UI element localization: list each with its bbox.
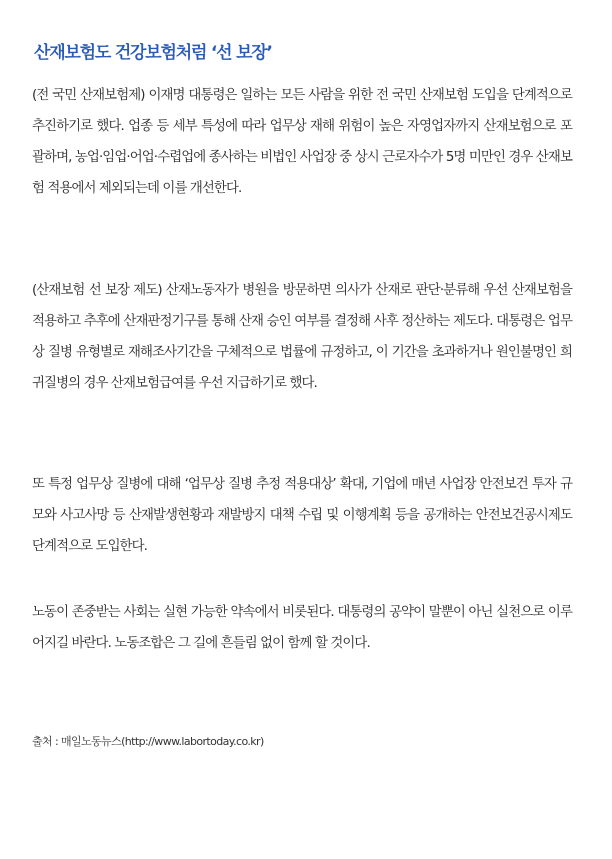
- paragraph-closing-statement: 노동이 존중받는 사회는 실현 가능한 약속에서 비롯된다. 대통령의 공약이 말뿐이 아닌 실천으로 이루어지길 바란다. 노동조합은 그 길에 흔들림 없이 함께 할 것이다.: [32, 605, 572, 651]
- paragraph-universal-insurance: (전 국민 산재보험제) 이재명 대통령은 일하는 모든 사람을 위한 전 국민 산재보험 도입을 단계적으로 추진하기로 했다. 업종 등 세부 특성에 따라 업무상 재해 위험이 높은 자영업자까지 산재보험으로 포괄하며, 농업·임업·어업·수렵업에 종사하는 비법인 사업장 중 상시 근로자수가 5명 미만인 경우 산재보험 적용에서 제외되는데 이를 개선한다.: [32, 88, 572, 196]
- paragraph-pre-coverage-system: (산재보험 선 보장 제도) 산재노동자가 병원을 방문하면 의사가 산재로 판단·분류해 우선 산재보험을 적용하고 추후에 산재판정기구를 통해 산재 승인 여부를 결정해 사후 정산하는 제도다. 대통령은 업무상 질병 유형별로 재해조사기간을 구체적으로 법률에 규정하고, 이 기간을 초과하거나 원인불명인 희귀질병의 경우 산재보험급여를 우선 지급하기로 했다.: [32, 283, 572, 391]
- article-title: 산재보험도 건강보험처럼 ‘선 보장’: [34, 43, 272, 63]
- source-credit: 출처 : 매일노동뉴스(http://www.labortoday.co.kr): [32, 735, 264, 748]
- paragraph-occupational-disease: 또 특정 업무상 질병에 대해 ‘업무상 질병 추정 적용대상’ 확대, 기업에 매년 사업장 안전보건 투자 규모와 사고사망 등 산재발생현황과 재발방지 대책 수립 및 이행계획 등을 공개하는 안전보건공시제도 단계적으로 도입한다.: [32, 477, 572, 554]
